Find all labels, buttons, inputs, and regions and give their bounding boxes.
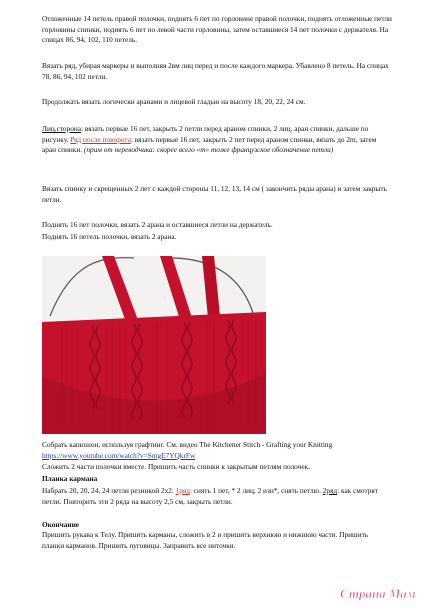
label-after-turn: Ряд после поворота	[70, 134, 131, 144]
text-right-side: : вязать первые 16 пет, закрыть 2 петли перед араном спинки, 2 лиц, аран спинки, дальше по рисунку.	[42, 124, 369, 144]
svg-text:Страна Мам: Страна Мам	[340, 586, 416, 601]
paragraph-pocket-band	[42, 486, 392, 507]
knitted-garment-photo	[42, 256, 266, 434]
heading-finishing: Окончание	[42, 520, 80, 529]
text-pocket-cast-on: Набрать 20, 20, 24, 24 петли резинкой 2х2.	[42, 486, 176, 495]
paragraph-grafting	[42, 440, 392, 461]
paragraph-pickup-1: Поднять 16 пет полочки, вязать 2 арана и оставшиеся петли на держатель.	[42, 220, 273, 229]
label-row-2: 2ряд	[322, 486, 338, 495]
text-row-1: : снять 1 пет, * 2 лиц, 2 изн*, снять петлю.	[189, 486, 323, 495]
heading-pocket-band: Планка кармана	[42, 474, 98, 483]
paragraph-continue: Продолжать вязать логически аранами и лицевой гладью на высоту 18, 20, 22, 24 см.	[42, 97, 306, 106]
paragraph-finishing: Пришить рукава к Телу. Пришить карманы, сложить в 2 и пришить верхнюю и нижнюю части. Пришить планки карманов. Пришить пуговицы. Заправить все ниточки.	[42, 530, 369, 550]
text-after-turn: : вязать первые 16 пет, закрыть 2 пет перед араном спинки, вязать до 2m, затем аран спинки.	[42, 134, 377, 155]
watermark-logo	[338, 580, 428, 606]
video-link[interactable]: https://www.youtube.com/watch?v=SmgE7YQkrFw	[42, 450, 196, 460]
paragraph-back: Вязать спинку и скрещенных 2 пет с каждой стороны 11, 12, 13, 14 см ( закончить ряды арана) и затем закрыть петли.	[42, 184, 387, 204]
paragraph-fold: Сложить 2 части полочки вместе. Пришить часть спинки к закрытым петлям полочек.	[42, 462, 310, 471]
text-row-2: : как смотрят петли. Повторить эти 2 ряда на высоту 2,5 см, закрыть петли.	[42, 486, 378, 506]
paragraph-decrease: Вязать ряд, убирая маркеры и выполняя 2вм лиц перед и после каждого маркера. Убавлено 8 петель. На спицах 78, 86, 94, 102 петли.	[42, 61, 389, 81]
text-grafting: Собрать капюшон, используя графтинг. См. видео The Kitchener Stitch - Grafting your Knitting	[42, 440, 333, 449]
label-right-side: Лиц.сторона	[42, 124, 82, 133]
paragraph-pickup-2: Поднять 16 петель полочки, вязать 2 арана.	[42, 232, 177, 241]
label-row-1: 1ряд	[175, 486, 190, 495]
translator-note: (прим от переводчика: скорее всего «m» тоже французское обозначение петли)	[83, 145, 334, 155]
paragraph-neckline: Отложенные 14 петель правой полочки, поднять 6 пет по горловине правой полочки, поднять отложенные петли горловины спинки, поднять 6 пет по левой части горловины, затем оставшиеся 14 пет полочки с держателя. На спицах 86, 94, 102, 110 петель.	[42, 14, 392, 45]
paragraph-right-side	[42, 124, 392, 156]
